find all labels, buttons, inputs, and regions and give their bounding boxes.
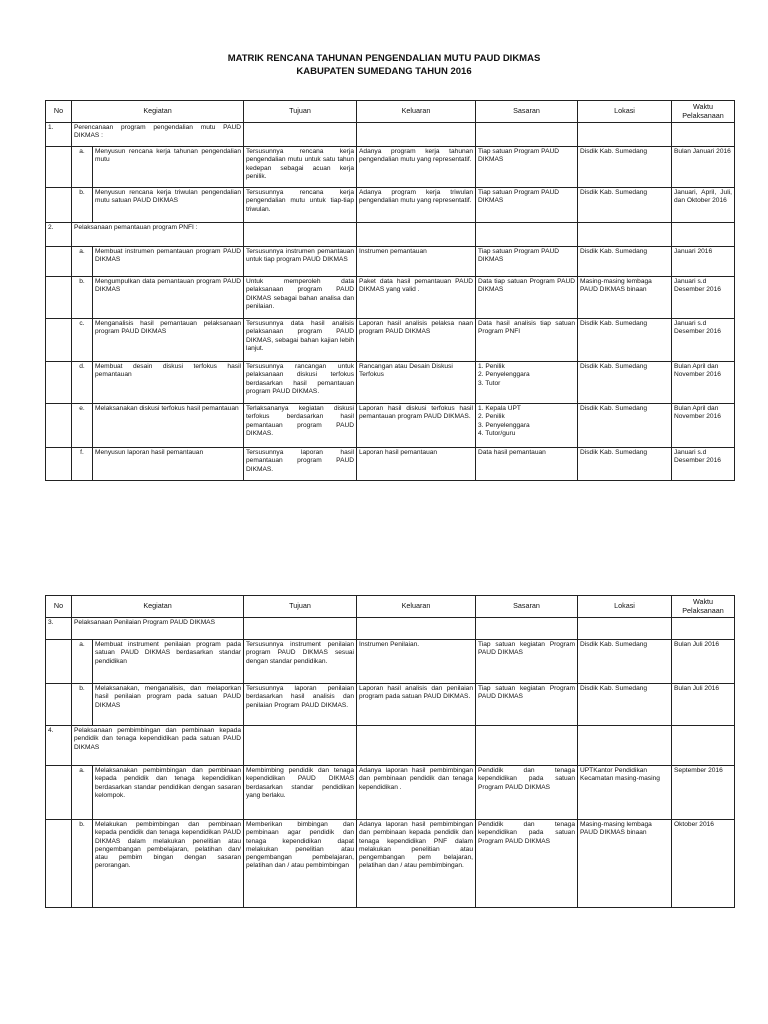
cell-kegiatan: Melaksanakan pembimbingan dan pembinaan kepada pendidik dan tenaga kependidikan berdasarkan standar pendidikan dengan sasaran kelompok. [93,766,244,820]
table-row [46,147,735,188]
cell-tujuan: Tersusunnya rancangan untuk pelaksanaan diskusi terfokus berdasarkan hasil pemantauan program PAUD DIKMAS. [244,362,357,404]
empty-cell [244,726,357,766]
empty-cell [244,618,357,640]
header-tujuan: Tujuan [244,596,357,618]
cell-sasaran: Tiap satuan kegiatan Program PAUD DIKMAS [476,684,578,726]
cell-sasaran: Pendidik dan tenaga kependidikan pada satuan Program PAUD DIKMAS [476,766,578,820]
empty-cell [244,223,357,247]
empty-cell [46,147,72,188]
cell-waktu: Januari s.d Desember 2016 [672,448,735,481]
item-label: a. [72,640,93,684]
cell-waktu: Bulan Januari 2016 [672,147,735,188]
cell-kegiatan: Melaksanakan diskusi terfokus hasil pemantauan [93,404,244,448]
empty-cell [578,223,672,247]
section-number: 1. [46,123,72,147]
cell-keluaran: Laporan hasil pemantauan [357,448,476,481]
empty-cell [357,618,476,640]
cell-waktu: September 2016 [672,766,735,820]
cell-kegiatan: Membuat instrumen pemantauan program PAUD DIKMAS [93,247,244,277]
empty-cell [46,448,72,481]
section-number: 3. [46,618,72,640]
cell-tujuan: Tersusunnya instrument penilaian program PAUD DIKMAS sesuai dengan standar pendidikan. [244,640,357,684]
item-label: a. [72,766,93,820]
table-row [46,404,735,448]
cell-kegiatan: Melaksanakan, menganalisis, dan melaporkan hasil penilaian program pada satuan PAUD DIKMAS [93,684,244,726]
cell-tujuan: Terlaksananya kegiatan diskusi terfokus berdasarkan hasil pemantauan program PAUD DIKMAS. [244,404,357,448]
item-label: b. [72,188,93,223]
cell-keluaran: Adanya program kerja tahunan pengendalian mutu yang representatif. [357,147,476,188]
matrix-table-1 [45,100,735,481]
empty-cell [46,362,72,404]
header-kegiatan: Kegiatan [72,596,244,618]
empty-cell [578,123,672,147]
cell-lokasi: Disdik Kab. Sumedang [578,247,672,277]
cell-sasaran [476,404,578,448]
section-title: Pelaksanaan pembimbingan dan pembinaan kepada pendidik dan tenaga kependidikan pada satuan PAUD DIKMAS [72,726,244,766]
empty-cell [476,223,578,247]
table-row [46,277,735,319]
item-label: b. [72,277,93,319]
table-row [46,684,735,726]
section-number: 2. [46,223,72,247]
table-row [46,820,735,908]
cell-sasaran: Data hasil analisis tiap satuan Program PNFI [476,319,578,362]
section-row [46,726,735,766]
cell-lokasi: Disdik Kab. Sumedang [578,684,672,726]
empty-cell [476,618,578,640]
cell-tujuan: Tersusunnya rencana kerja pengendalian mutu untuk satu tahun kedepan sebagai acuan kerja penilik. [244,147,357,188]
section-row [46,223,735,247]
header-kegiatan: Kegiatan [72,101,244,123]
document-subtitle: KABUPATEN SUMEDANG TAHUN 2016 [296,66,472,77]
header-sasaran: Sasaran [476,101,578,123]
cell-tujuan: Tersusunnya instrumen pemantauan untuk tiap program PAUD DIKMAS [244,247,357,277]
cell-keluaran: Adanya laporan hasil pembimbingan dan pembinaan kepada pendidik dan tenaga kependidikan PNF dalam melakukan penelitian atau pengembangan pem belajaran, pelatihan dan / atau pembimbingan. [357,820,476,908]
empty-cell [476,123,578,147]
empty-cell [476,726,578,766]
empty-cell [46,188,72,223]
cell-waktu: Bulan April dan November 2016 [672,362,735,404]
cell-sasaran: Pendidik dan tenaga kependidikan pada satuan Program PAUD DIKMAS [476,820,578,908]
item-label: d. [72,362,93,404]
sasaran-item: 1. Penilik [478,363,505,370]
cell-tujuan: Untuk memperoleh data pelaksanaan program PAUD DIKMAS sebagai bahan analisa dan penilaian. [244,277,357,319]
table-row [46,362,735,404]
empty-cell [244,123,357,147]
cell-tujuan: Tersusunnya laporan hasil pemantauan program PAUD DIKMAS. [244,448,357,481]
sasaran-item: 2. Penilik [478,413,505,421]
empty-cell [46,684,72,726]
cell-tujuan: Memberikan bimbingan dan pembinaan agar pendidik dan tenaga kependidikan dapat melakukan penelitian atau pengembangan pembelajaran, pelatihan dan / atau pembimbingan [244,820,357,908]
cell-kegiatan: Menyusun rencana kerja tahunan pengendalian mutu [93,147,244,188]
table-row [46,188,735,223]
cell-waktu: Januari, April, Juli, dan Oktober 2016 [672,188,735,223]
empty-cell [357,123,476,147]
empty-cell [672,618,735,640]
section-row [46,618,735,640]
cell-keluaran: Rancangan atau Desain Diskusi Terfokus [357,362,476,404]
cell-waktu: Bulan April dan November 2016 [672,404,735,448]
section-row [46,123,735,147]
header-waktu: Waktu Pelaksanaan [672,101,735,123]
empty-cell [46,277,72,319]
cell-lokasi: Disdik Kab. Sumedang [578,319,672,362]
cell-keluaran: Instrumen pemantauan [357,247,476,277]
cell-waktu: Januari s.d Desember 2016 [672,277,735,319]
cell-sasaran: Tiap satuan kegiatan Program PAUD DIKMAS [476,640,578,684]
empty-cell [46,404,72,448]
table-row [46,247,735,277]
cell-tujuan: Tersusunnya laporan penilaian berdasarkan hasil analisis dan penilaian Program PAUD DIKMAS. [244,684,357,726]
header-keluaran: Keluaran [357,596,476,618]
cell-lokasi: Disdik Kab. Sumedang [578,147,672,188]
header-waktu: Waktu Pelaksanaan [672,596,735,618]
table-header-row [46,101,735,123]
item-label: e. [72,404,93,448]
empty-cell [578,726,672,766]
cell-lokasi: Disdik Kab. Sumedang [578,188,672,223]
empty-cell [672,726,735,766]
cell-kegiatan: Melakukan pembimbingan dan pembinaan kepada pendidik dan tenaga kependidikan PAUD DIKMAS dalam melakukan penelitian atau pengembangan pembelajaran, pelatihan dan/ atau pembim bingan dengan sasaran perorangan. [93,820,244,908]
section-title: Perencanaan program pengendalian mutu PAUD DIKMAS : [72,123,244,147]
item-label: c. [72,319,93,362]
cell-keluaran: Paket data hasil pemantauan PAUD DIKMAS yang valid . [357,277,476,319]
empty-cell [672,123,735,147]
cell-keluaran: Laporan hasil analisis dan penilaian program pada satuan PAUD DIKMAS. [357,684,476,726]
cell-sasaran: Data tiap satuan Program PAUD DIKMAS [476,277,578,319]
table-row [46,448,735,481]
empty-cell [578,618,672,640]
cell-lokasi: Disdik Kab. Sumedang [578,448,672,481]
item-label: f. [72,448,93,481]
table-row [46,766,735,820]
cell-waktu: Oktober 2016 [672,820,735,908]
item-label: a. [72,147,93,188]
cell-tujuan: Tersusunnya data hasil analisis pelaksanaan program PAUD DIKMAS, sebagai bahan kajian lebih lanjut. [244,319,357,362]
cell-kegiatan: Membuat instrument penilaian program pada satuan PAUD DIKMAS berdasarkan standar pendidikan [93,640,244,684]
cell-kegiatan: Mengumpulkan data pemantauan program PAUD DIKMAS [93,277,244,319]
cell-tujuan: Membimbing pendidik dan tenaga kependidikan PAUD DIKMAS berdasarkan standar pendidikan yang berlaku. [244,766,357,820]
table-header-row [46,596,735,618]
empty-cell [46,319,72,362]
empty-cell [672,223,735,247]
document-title: MATRIK RENCANA TAHUNAN PENGENDALIAN MUTU PAUD DIKMAS [227,53,541,64]
cell-keluaran: Laporan hasil analisis pelaksa naan program PAUD DIKMAS [357,319,476,362]
sasaran-item: 4. Tutor/guru [478,429,516,437]
cell-lokasi: Masing-masing lembaga PAUD DIKMAS binaan [578,820,672,908]
sasaran-item: 2. Penyelenggara [478,371,530,379]
cell-waktu: Januari s.d Desember 2016 [672,319,735,362]
empty-cell [46,247,72,277]
cell-sasaran [476,362,578,404]
header-tujuan: Tujuan [244,101,357,123]
item-label: b. [72,684,93,726]
cell-sasaran: Tiap satuan Program PAUD DIKMAS [476,188,578,223]
empty-cell [46,766,72,820]
empty-cell [46,640,72,684]
empty-cell [357,223,476,247]
cell-kegiatan: Membuat desain diskusi terfokus hasil pemantauan [93,362,244,404]
cell-waktu: Bulan Juli 2016 [672,684,735,726]
cell-sasaran: Tiap satuan Program PAUD DIKMAS [476,147,578,188]
sasaran-item: 1. Kepala UPT [478,405,521,412]
table-row [46,640,735,684]
section-title: Pelaksanaan Penilaian Program PAUD DIKMAS [72,618,244,640]
empty-cell [357,726,476,766]
cell-lokasi: UPTKantor Pendidikan Kecamatan masing-masing [578,766,672,820]
cell-keluaran: Adanya laporan hasil pembimbingan dan pembinaan pendidik dan tenaga kependidikan . [357,766,476,820]
header-no: No [46,596,72,618]
cell-lokasi: Disdik Kab. Sumedang [578,404,672,448]
section-number: 4. [46,726,72,766]
cell-kegiatan: Menganalisis hasil pemantauan pelaksanaan program PAUD DIKMAS [93,319,244,362]
sasaran-item: 3. Penyelenggara [478,421,530,429]
empty-cell [46,820,72,908]
header-sasaran: Sasaran [476,596,578,618]
cell-tujuan: Tersusunnya rencana kerja pengendalian mutu untuk tiap-tiap triwulan. [244,188,357,223]
cell-sasaran: Data hasil pemantauan [476,448,578,481]
cell-lokasi: Disdik Kab. Sumedang [578,362,672,404]
cell-keluaran: Adanya program kerja triwulan pengendalian mutu yang representatif. [357,188,476,223]
sasaran-item: 3. Tutor [478,379,501,387]
cell-lokasi: Masing-masing lembaga PAUD DIKMAS binaan [578,277,672,319]
cell-waktu: Bulan Juli 2016 [672,640,735,684]
cell-keluaran: Instrumen Penilaian. [357,640,476,684]
header-no: No [46,101,72,123]
cell-sasaran: Tiap satuan Program PAUD DIKMAS [476,247,578,277]
table-row [46,319,735,362]
cell-lokasi: Disdik Kab. Sumedang [578,640,672,684]
cell-kegiatan: Menyusun rencana kerja triwulan pengendalian mutu satuan PAUD DIKMAS [93,188,244,223]
item-label: b. [72,820,93,908]
matrix-table-2 [45,595,735,908]
header-keluaran: Keluaran [357,101,476,123]
cell-waktu: Januari 2016 [672,247,735,277]
item-label: a. [72,247,93,277]
cell-kegiatan: Menyusun laporan hasil pemantauan [93,448,244,481]
header-lokasi: Lokasi [578,101,672,123]
section-title: Pelaksanaan pemantauan program PNFI : [72,223,244,247]
header-lokasi: Lokasi [578,596,672,618]
cell-keluaran: Laporan hasil diskusi terfokus hasil pemantauan program PAUD DIKMAS. [357,404,476,448]
